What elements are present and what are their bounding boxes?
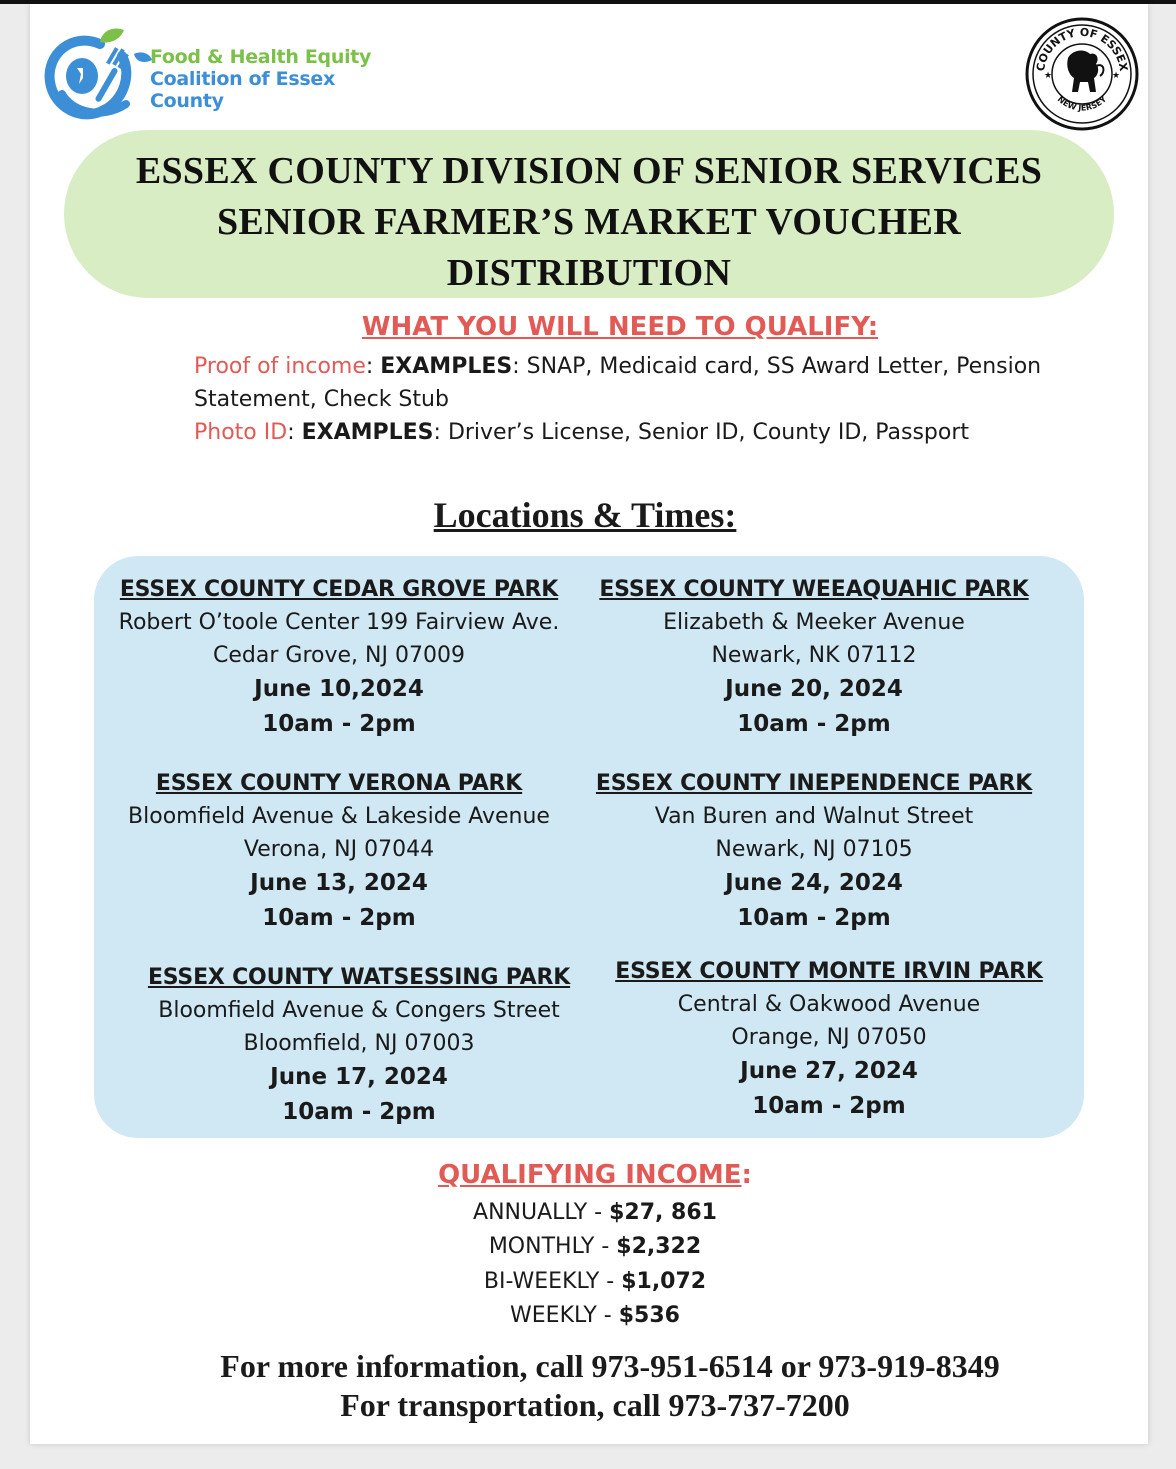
- info-phone-line: For more information, call 973-951-6514 or 973-919-8349: [220, 1348, 1000, 1384]
- location-date: June 17, 2024: [270, 1064, 448, 1090]
- location-name: ESSEX COUNTY MONTE IRVIN PARK: [615, 959, 1043, 984]
- location-date: June 27, 2024: [740, 1058, 918, 1084]
- logo-line-1: Food & Health Equity: [150, 46, 372, 68]
- location-address: Central & Oakwood Avenue: [677, 992, 981, 1017]
- income-row: BI-WEEKLY - $1,072: [483, 1269, 707, 1294]
- location-card: [94, 768, 584, 936]
- location-time: 10am - 2pm: [262, 711, 416, 737]
- title-line-1: ESSEX COUNTY DIVISION OF SENIOR SERVICES: [135, 150, 1043, 192]
- income-examples-label: EXAMPLES: [380, 354, 513, 379]
- locations-heading: Locations & Times:: [433, 495, 737, 535]
- photo-examples: Driver’s License, Senior ID, County ID, Passport: [447, 420, 970, 445]
- location-card: [114, 962, 604, 1130]
- income-row: MONTHLY - $2,322: [488, 1234, 702, 1259]
- location-address: Bloomfield Avenue & Congers Street: [158, 998, 560, 1023]
- income-row: WEEKLY - $536: [510, 1303, 680, 1328]
- location-date: June 20, 2024: [725, 676, 903, 702]
- locations-box: [94, 556, 1084, 1138]
- location-city: Newark, NK 07112: [711, 643, 917, 668]
- svg-text:★: ★: [1044, 71, 1053, 81]
- location-time: 10am - 2pm: [737, 711, 891, 737]
- location-card: [584, 768, 1044, 936]
- logo-line-2: Coalition of Essex County: [150, 68, 335, 112]
- transport-phone-line: For transportation, call 973-737-7200: [340, 1387, 850, 1423]
- location-address: Van Buren and Walnut Street: [654, 804, 974, 829]
- location-time: 10am - 2pm: [282, 1099, 436, 1125]
- location-address: Bloomfield Avenue & Lakeside Avenue: [128, 804, 550, 829]
- income-requirement: Proof of income: EXAMPLES: SNAP, Medicaid card, SS Award Letter, Pension Statement, Check Stub: [194, 354, 1042, 412]
- photo-requirement: Photo ID: EXAMPLES: Driver’s License, Senior ID, County ID, Passport: [194, 420, 970, 445]
- location-city: Cedar Grove, NJ 07009: [213, 643, 465, 668]
- location-card: [594, 956, 1064, 1124]
- title-line-2: SENIOR FARMER’S MARKET VOUCHER: [216, 201, 962, 243]
- location-city: Verona, NJ 07044: [243, 837, 435, 862]
- photo-examples-label: EXAMPLES: [301, 420, 434, 445]
- lion-seal-icon: [1024, 16, 1140, 132]
- qualify-heading: WHAT YOU WILL NEED TO QUALIFY:: [361, 312, 879, 342]
- location-address: Elizabeth & Meeker Avenue: [663, 610, 965, 635]
- location-card: [584, 574, 1044, 742]
- seal-top-text: COUNTY OF ESSEX: [1033, 25, 1131, 73]
- seal-bottom-text: NEW JERSEY: [1055, 94, 1109, 113]
- income-label: Proof of income: [194, 354, 366, 379]
- income-heading: QUALIFYING INCOME:: [438, 1160, 752, 1190]
- income-row: ANNUALLY - $27, 861: [473, 1200, 717, 1225]
- location-date: June 10,2024: [254, 676, 424, 702]
- location-time: 10am - 2pm: [262, 905, 416, 931]
- location-name: ESSEX COUNTY WEEAQUAHIC PARK: [599, 577, 1029, 602]
- location-name: ESSEX COUNTY INEPENDENCE PARK: [595, 771, 1033, 796]
- location-date: June 13, 2024: [250, 870, 428, 896]
- title-banner: [64, 130, 1114, 298]
- location-name: ESSEX COUNTY WATSESSING PARK: [147, 965, 571, 990]
- location-date: June 24, 2024: [725, 870, 903, 896]
- photo-label: Photo ID: [194, 420, 288, 445]
- location-city: Orange, NJ 07050: [731, 1025, 927, 1050]
- income-examples: SNAP, Medicaid card, SS Award Letter, Pension Statement, Check Stub: [194, 354, 1042, 412]
- coalition-logo: [42, 24, 402, 124]
- fork-apple-icon: [42, 24, 152, 124]
- location-name: ESSEX COUNTY CEDAR GROVE PARK: [119, 577, 559, 602]
- location-city: Newark, NJ 07105: [715, 837, 913, 862]
- flyer-page: [30, 4, 1148, 1444]
- location-city: Bloomfield, NJ 07003: [243, 1031, 475, 1056]
- svg-text:★: ★: [1112, 71, 1121, 81]
- location-name: ESSEX COUNTY VERONA PARK: [155, 771, 523, 796]
- county-seal: [1024, 16, 1140, 132]
- location-time: 10am - 2pm: [752, 1093, 906, 1119]
- location-address: Robert O’toole Center 199 Fairview Ave.: [118, 610, 560, 635]
- location-card: [94, 574, 584, 742]
- location-time: 10am - 2pm: [737, 905, 891, 931]
- title-line-3: DISTRIBUTION: [446, 252, 732, 294]
